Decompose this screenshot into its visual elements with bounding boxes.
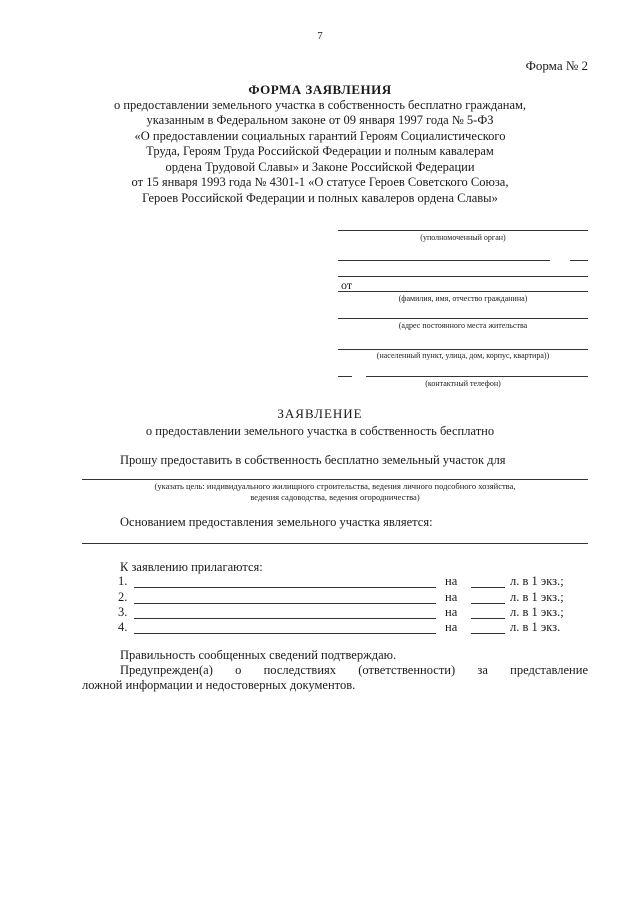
- attachment-name-field[interactable]: [134, 633, 436, 634]
- form-title-block: [40, 82, 600, 206]
- attachment-row: [0, 605, 640, 621]
- authority-field-line-2-end: [570, 260, 588, 261]
- basis-text: Основанием предоставления земельного участка является:: [120, 515, 433, 529]
- attachment-suffix: л. в 1 экз.;: [510, 605, 564, 619]
- title-line: «О предоставлении социальных гарантий Героям Социалистического: [134, 128, 506, 143]
- statement-subheading: о предоставлении земельного участка в собственность бесплатно: [145, 424, 495, 438]
- authority-field-line-2[interactable]: [338, 260, 550, 261]
- attachment-suffix: л. в 1 экз.;: [510, 590, 564, 604]
- attachment-on-label: на: [445, 574, 458, 588]
- attachment-on-label: на: [445, 605, 458, 619]
- attachment-on-label: на: [445, 590, 458, 604]
- basis-field[interactable]: [82, 543, 588, 544]
- title-line: ордена Трудовой Славы» и Законе Российской Федерации: [165, 159, 475, 174]
- authority-field[interactable]: [338, 230, 588, 231]
- attachment-number: 4.: [118, 620, 128, 634]
- title-line: Героев Российской Федерации и полных кавалеров ордена Славы»: [142, 190, 498, 205]
- phone-field-start: [338, 376, 352, 377]
- title-line: о предоставлении земельного участка в собственность бесплатно гражданам,: [113, 97, 527, 112]
- address-caption: (адрес постоянного места жительства: [398, 321, 528, 330]
- attachment-row: [0, 574, 640, 590]
- from-label: от: [341, 278, 353, 292]
- purpose-caption-1: (указать цель: индивидуального жилищного строительства, ведения личного подсобного хозяйства,: [154, 481, 516, 491]
- warning-text-line-2: ложной информации и недостоверных документов.: [82, 678, 356, 692]
- attachment-suffix: л. в 1 экз.;: [510, 574, 564, 588]
- attachment-pages-field[interactable]: [471, 603, 505, 604]
- confirmation-text: Правильность сообщенных сведений подтверждаю.: [120, 648, 397, 662]
- attachment-pages-field[interactable]: [471, 587, 505, 588]
- request-text: Прошу предоставить в собственность бесплатно земельный участок для: [120, 453, 506, 467]
- applicant-name-field[interactable]: [338, 291, 588, 292]
- attachment-pages-field[interactable]: [471, 618, 505, 619]
- attachment-number: 3.: [118, 605, 128, 619]
- attachment-name-field[interactable]: [134, 603, 436, 604]
- attachment-row: [0, 590, 640, 606]
- title-line: указанным в Федеральном законе от 09 января 1997 года № 5-ФЗ: [146, 113, 494, 127]
- attachment-suffix: л. в 1 экз.: [510, 620, 561, 634]
- address-detail-field[interactable]: [338, 349, 588, 350]
- attachment-name-field[interactable]: [134, 618, 436, 619]
- page-number: 7: [317, 30, 323, 42]
- attachment-pages-field[interactable]: [471, 633, 505, 634]
- statement-heading: ЗАЯВЛЕНИЕ: [277, 406, 363, 421]
- form-title: ФОРМА ЗАЯВЛЕНИЯ: [248, 82, 392, 97]
- purpose-caption-2: ведения садоводства, ведения огородничества): [250, 492, 420, 502]
- attachment-row: [0, 620, 640, 636]
- title-line: от 15 января 1993 года № 4301-1 «О статусе Героев Советского Союза,: [131, 175, 509, 189]
- attachment-on-label: на: [445, 620, 458, 634]
- attachments-intro: К заявлению прилагаются:: [120, 560, 263, 574]
- address-detail-caption: (населенный пункт, улица, дом, корпус, квартира)): [376, 351, 550, 360]
- phone-field[interactable]: [366, 376, 588, 377]
- authority-caption: (уполномоченный орган): [420, 233, 506, 242]
- purpose-field[interactable]: [82, 479, 588, 480]
- phone-caption: (контактный телефон): [425, 379, 501, 388]
- address-field[interactable]: [338, 318, 588, 319]
- warning-text-line-1: Предупрежден(а) о последствиях (ответственности) за представление: [120, 663, 588, 677]
- attachment-number: 1.: [118, 574, 128, 588]
- authority-field-line-3[interactable]: [338, 276, 588, 277]
- applicant-name-caption: (фамилия, имя, отчество гражданина): [398, 294, 528, 303]
- attachment-name-field[interactable]: [134, 587, 436, 588]
- title-line: Труда, Героям Труда Российской Федерации и полным кавалерам: [146, 144, 494, 158]
- form-number: Форма № 2: [525, 58, 588, 73]
- attachment-number: 2.: [118, 590, 128, 604]
